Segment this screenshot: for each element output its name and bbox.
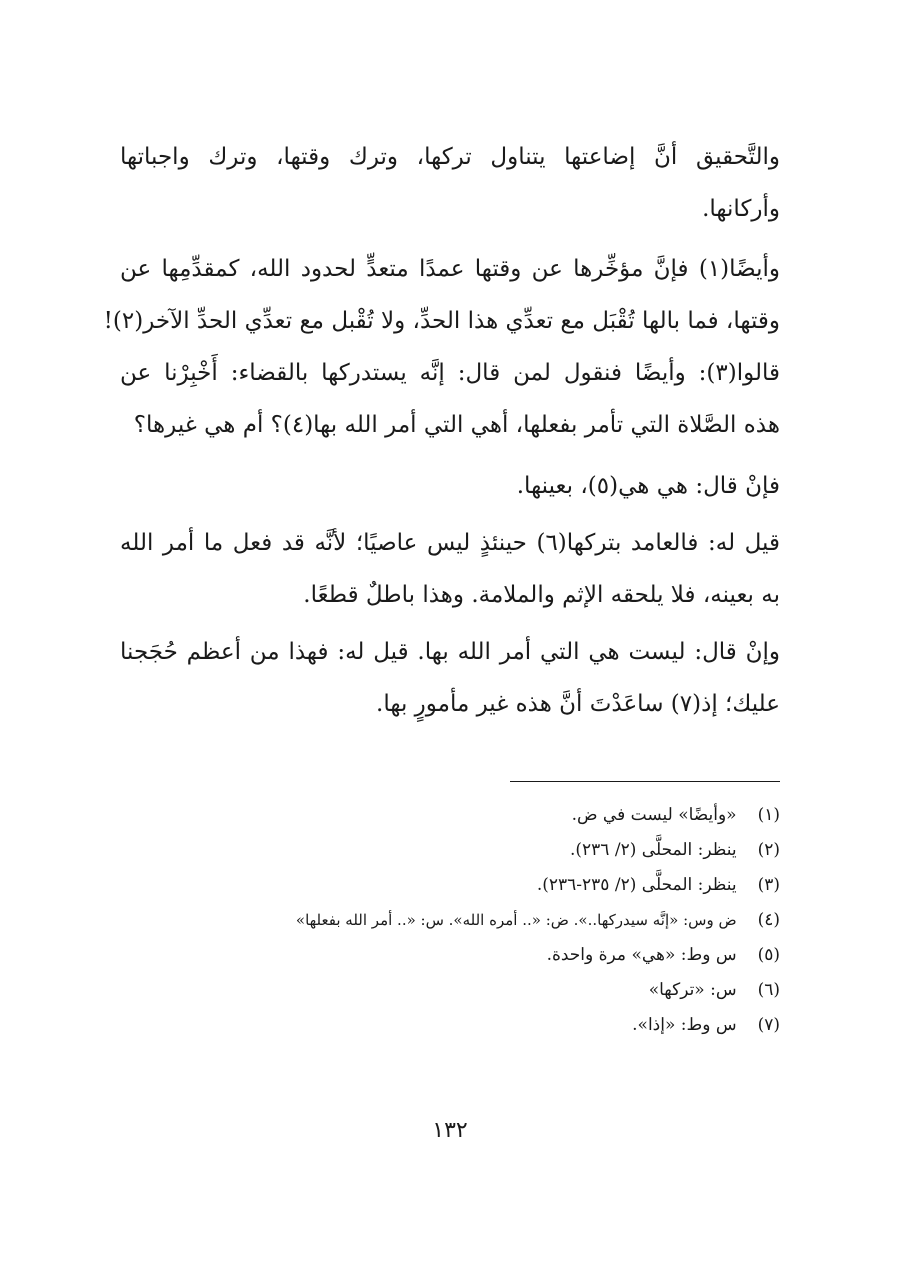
footnote-item (140, 903, 780, 938)
paragraph-2 (103, 243, 780, 347)
footnote-text: س وط: «إذا». (632, 1015, 737, 1035)
paragraph-line: والتَّحقيق أنَّ إضاعتها يتناول تركها، وترك وقتها، وترك واجباتها (120, 144, 780, 170)
paragraph-5 (120, 517, 780, 621)
paragraph-line: هذه الصَّلاة التي تأمر بفعلها، أهي التي أمر الله بها(٤)؟ أم هي غيرها؟ (133, 412, 780, 438)
paragraph-line: قالوا(٣): وأيضًا فنقول لمن قال: إنَّه يستدركها بالقضاء: أَخْبِرْنا عن (120, 360, 780, 386)
footnote-separator (510, 781, 780, 782)
footnote-item (140, 1008, 780, 1043)
page-number: ١٣٢ (432, 1118, 468, 1143)
paragraph-line: به بعينه، فلا يلحقه الإثم والملامة. وهذا باطلٌ قطعًا. (303, 582, 780, 608)
paragraph-line: وإنْ قال: ليست هي التي أمر الله بها. قيل له: فهذا من أعظم حُجَجنا (120, 639, 780, 665)
footnote-item (140, 868, 780, 903)
paragraph-6 (120, 626, 780, 730)
paragraph-line: وأركانها. (702, 196, 780, 222)
footnote-text: «وأيضًا» ليست في ض. (571, 805, 737, 825)
footnote-number: (٣) (757, 875, 780, 895)
footnote-number: (١) (757, 805, 780, 825)
paragraph-line: عليك؛ إذ(٧) ساعَدْتَ أنَّ هذه غير مأمورٍ بها. (376, 691, 780, 717)
paragraph-line: قيل له: فالعامد بتركها(٦) حينئذٍ ليس عاصيًا؛ لأنَّه قد فعل ما أمر الله (120, 530, 780, 556)
footnote-number: (٢) (757, 840, 780, 860)
paragraph-4 (120, 460, 780, 512)
footnote-text: ينظر: المحلَّى (٢/ ٢٣٥-٢٣٦). (536, 875, 737, 895)
footnote-text: س وط: «هي» مرة واحدة. (546, 945, 737, 965)
footnote-item (140, 833, 780, 868)
footnote-item (140, 938, 780, 973)
paragraph-line: فإنْ قال: هي هي(٥)، بعينها. (516, 473, 780, 499)
footnote-number: (٤) (757, 910, 780, 930)
footnote-number: (٧) (757, 1015, 780, 1035)
footnote-number: (٦) (757, 980, 780, 1000)
paragraph-line: وأيضًا(١) فإنَّ مؤخِّرها عن وقتها عمدًا متعدٍّ لحدود الله، كمقدِّمِها عن (120, 256, 780, 282)
paragraph-line: وقتها، فما بالها تُقْبَل مع تعدِّي هذا الحدِّ، ولا تُقْبل مع تعدِّي الحدِّ الآخر(٢)! (103, 308, 780, 334)
footnote-text: ض وس: «إنَّه سيدركها..». ض: «.. أمره الله». س: «.. أمر الله بفعلها» (295, 911, 737, 929)
paragraph-1 (120, 131, 780, 235)
footnote-number: (٥) (757, 945, 780, 965)
footnote-text: س: «تركها» (648, 980, 737, 1000)
footnote-item (140, 798, 780, 833)
paragraph-3 (120, 347, 780, 451)
footnote-text: ينظر: المحلَّى (٢/ ٢٣٦). (570, 840, 737, 860)
footnotes-list (140, 798, 780, 1043)
footnote-item (140, 973, 780, 1008)
